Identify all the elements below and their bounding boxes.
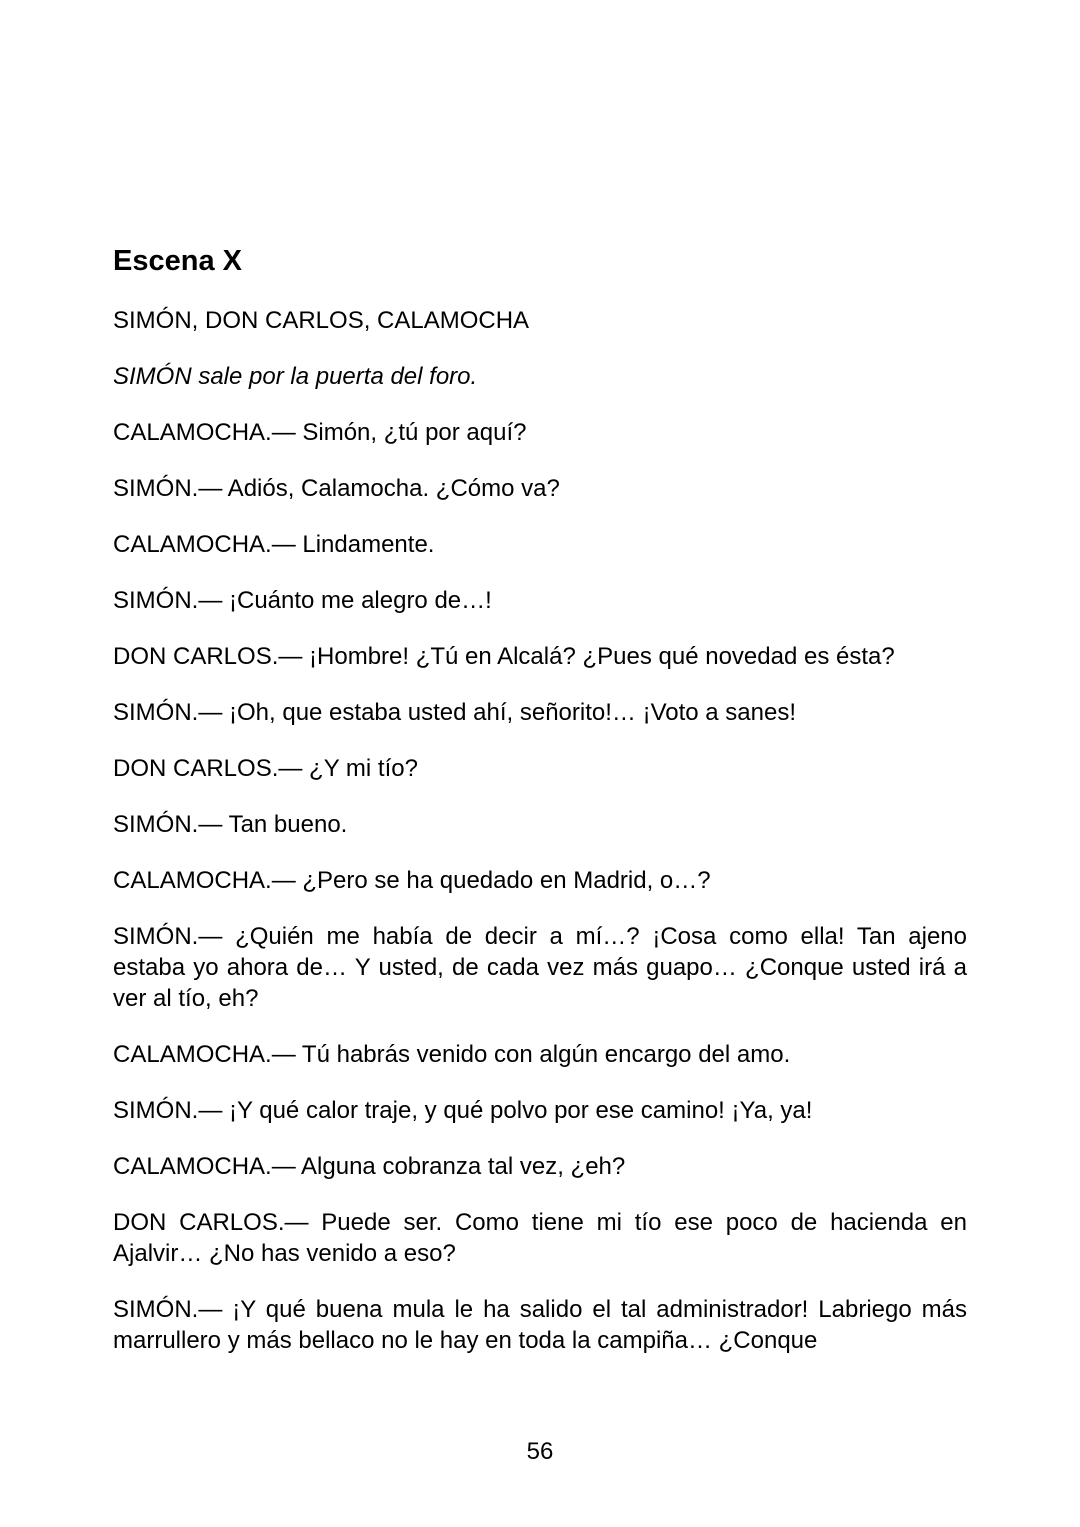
dialogue-line: SIMÓN.— ¡Y qué buena mula le ha salido el tal administrador! Labriego más marrullero y más bellaco no le hay en toda la campiña… ¿Conque (113, 1296, 967, 1354)
page-content (113, 244, 967, 1381)
dialogue-line: SIMÓN.— ¡Y qué calor traje, y qué polvo por ese camino! ¡Ya, ya! (113, 1097, 813, 1124)
dialogue-line: SIMÓN.— ¡Oh, que estaba usted ahí, señorito!… ¡Voto a sanes! (113, 699, 797, 726)
dialogue-line: DON CARLOS.— ¿Y mi tío? (113, 755, 418, 782)
dialogue-line: CALAMOCHA.— Alguna cobranza tal vez, ¿eh? (113, 1153, 626, 1180)
dialogue-line: CALAMOCHA.— Lindamente. (113, 531, 435, 558)
stage-direction: SIMÓN sale por la puerta del foro. (113, 363, 478, 390)
dialogue-line: SIMÓN.— ¿Quién me había de decir a mí…? ¡Cosa como ella! Tan ajeno estaba yo ahora de… Y usted, de cada vez más guapo… ¿Conque usted irá a ver al tío, eh? (113, 923, 967, 1012)
dialogue-line: DON CARLOS.— Puede ser. Como tiene mi tío ese poco de hacienda en Ajalvir… ¿No has venido a eso? (113, 1209, 967, 1267)
dialogue-line: SIMÓN.— Tan bueno. (113, 811, 348, 838)
dialogue-line: DON CARLOS.— ¡Hombre! ¿Tú en Alcalá? ¿Pues qué novedad es ésta? (113, 643, 895, 670)
dialogue-line: CALAMOCHA.— Tú habrás venido con algún encargo del amo. (113, 1041, 791, 1068)
dialogue-line: SIMÓN.— ¡Cuánto me alegro de…! (113, 587, 492, 614)
scene-title: Escena X (113, 245, 242, 277)
dialogue-line: SIMÓN.— Adiós, Calamocha. ¿Cómo va? (113, 475, 560, 502)
character-list: SIMÓN, DON CARLOS, CALAMOCHA (113, 307, 530, 334)
page-number: 56 (526, 1438, 554, 1465)
dialogue-line: CALAMOCHA.— ¿Pero se ha quedado en Madrid, o…? (113, 867, 711, 894)
dialogue-line: CALAMOCHA.— Simón, ¿tú por aquí? (113, 419, 527, 446)
